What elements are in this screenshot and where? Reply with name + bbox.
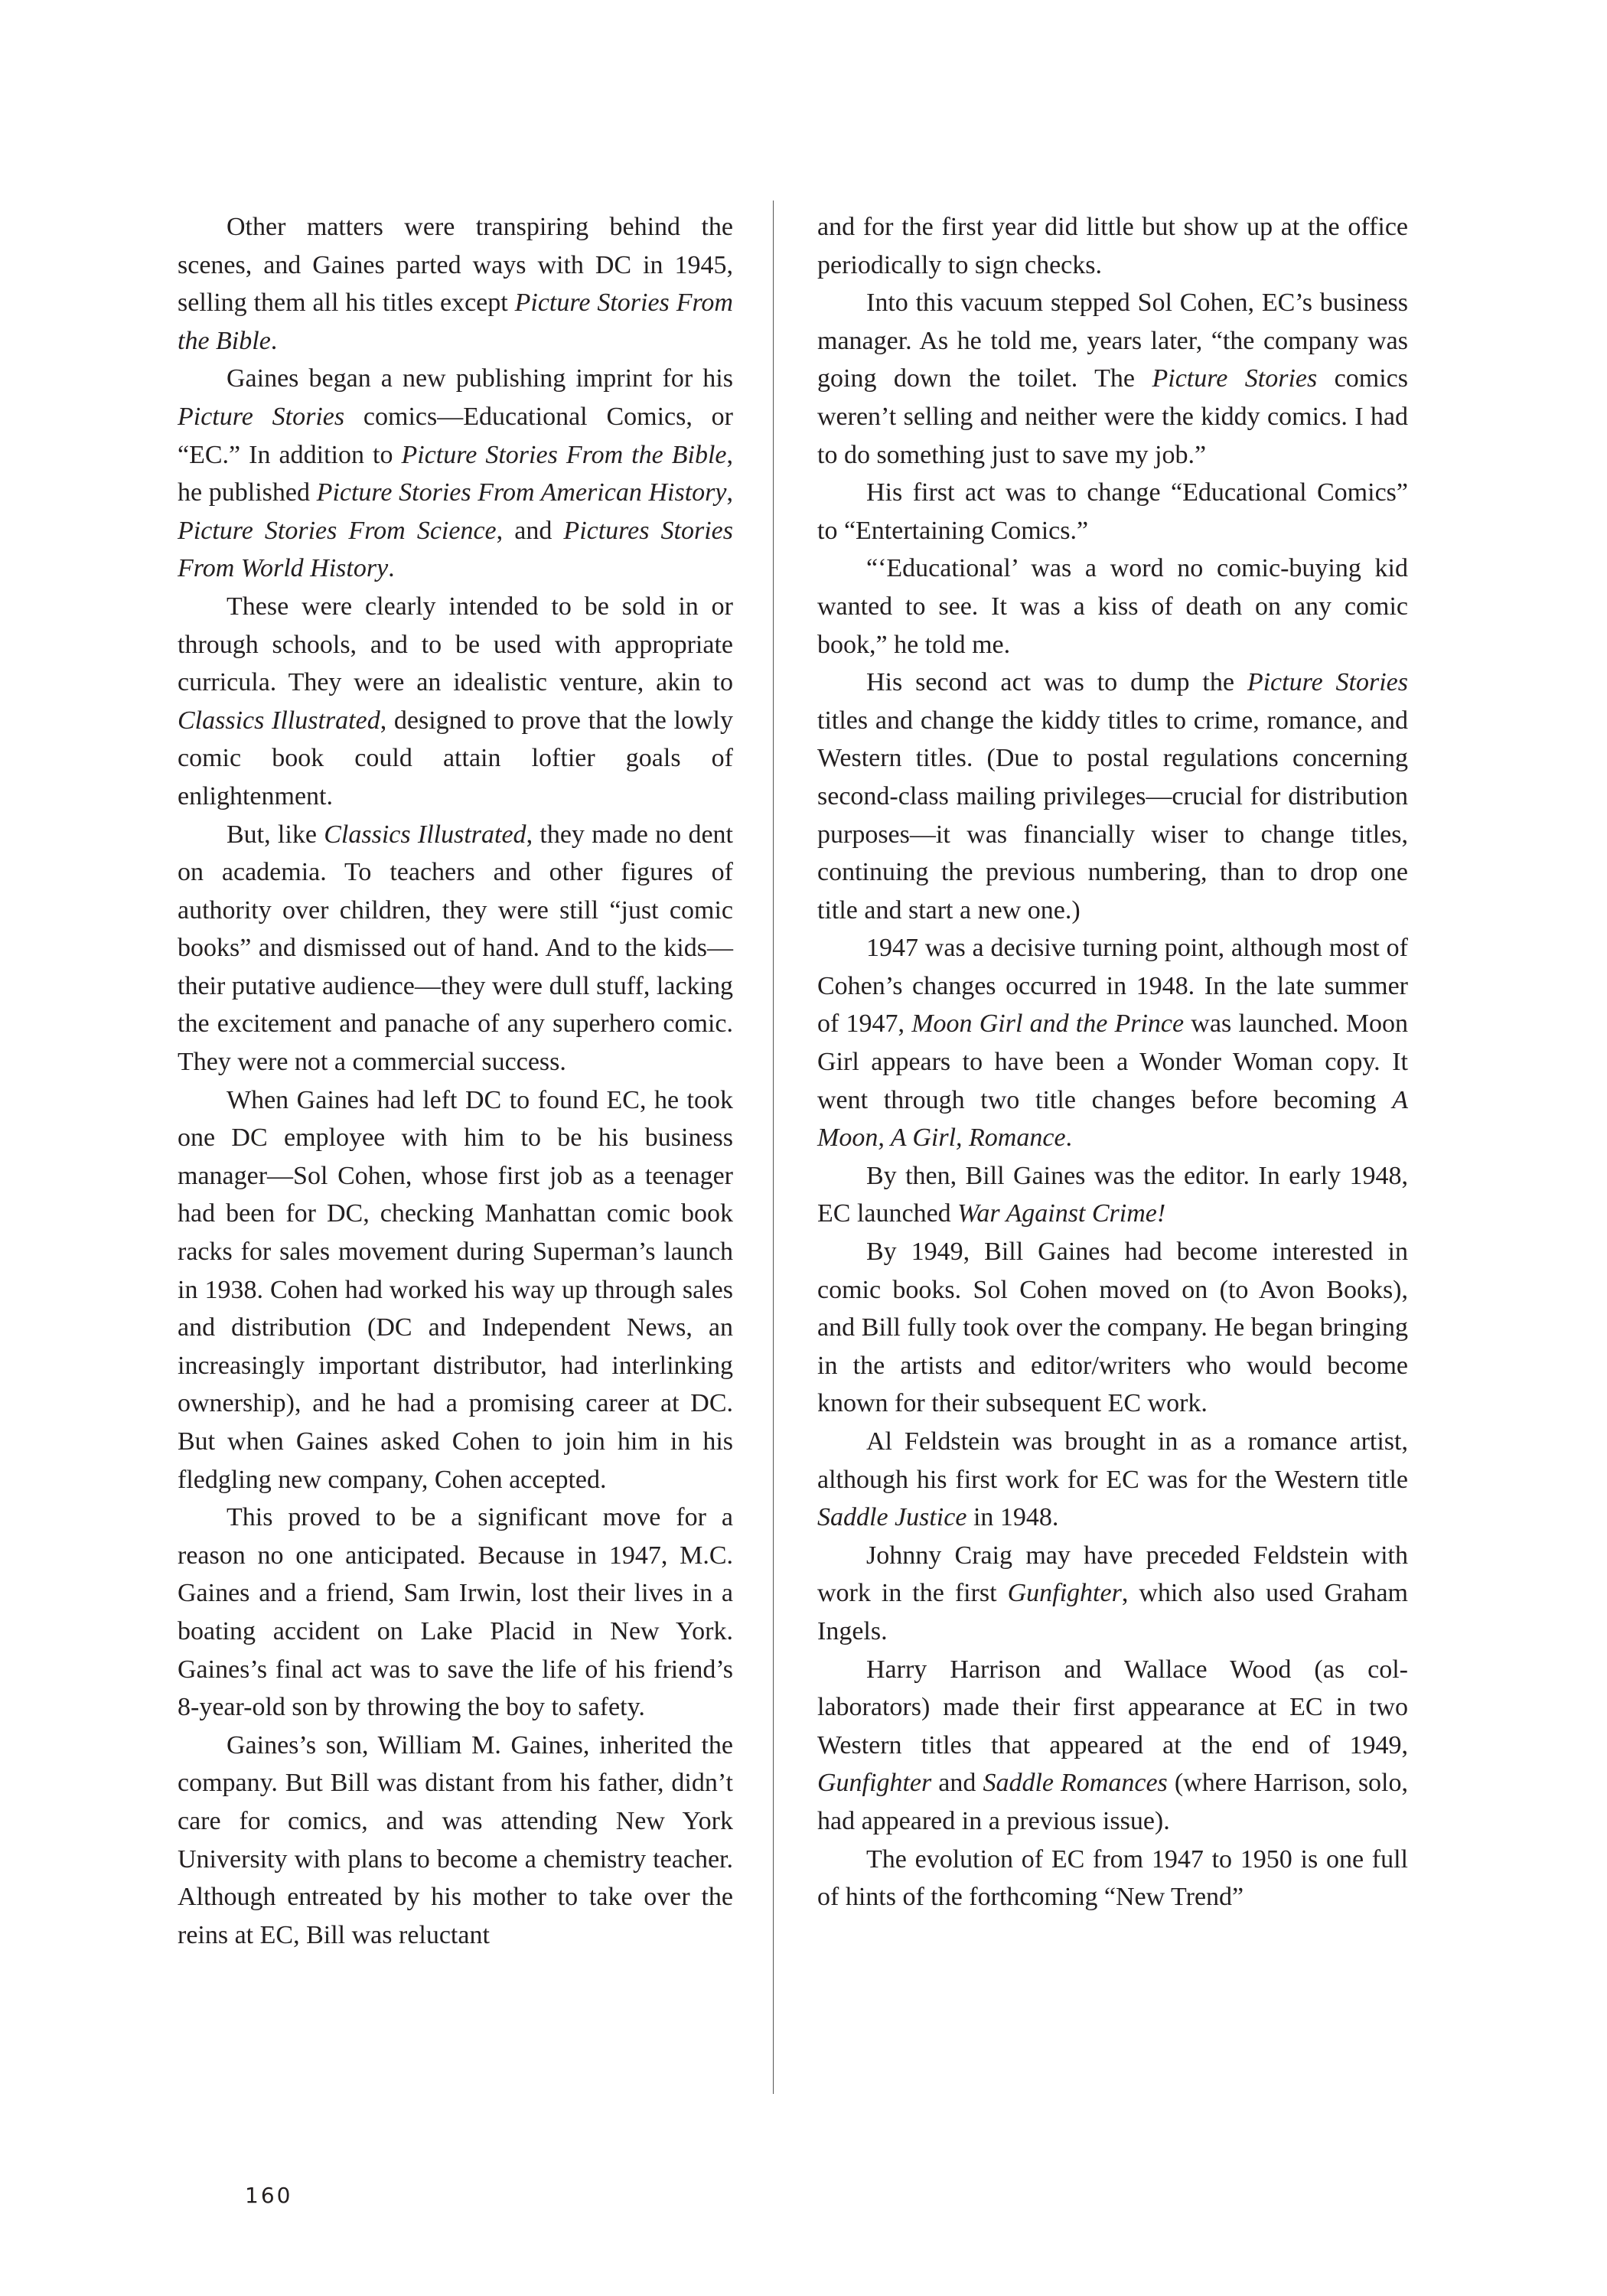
left-text-column [178,208,733,1954]
body-paragraph [817,1423,1408,1537]
text-run: , and [496,516,564,545]
text-run: Gaines began a new publishing imprint for his [227,364,733,393]
body-paragraph [178,588,733,816]
text-run: Into this vacuum stepped Sol Cohen, EC’s business manager. As he told me, years later, “the company was going down the toilet. The [817,289,1408,393]
italic-title: Saddle Justice [817,1503,967,1532]
body-paragraph [178,1081,733,1499]
text-run: . [388,554,395,583]
text-run: “‘Educational’ was a word no comic-buying kid wanted to see. It was a kiss of death on any comic book,” he told me. [817,554,1408,659]
page-number: 160 [245,2183,293,2208]
body-paragraph [178,1499,733,1727]
body-paragraph [178,360,733,588]
italic-title: Pictures Stories From World History [178,516,734,583]
italic-title: Classics Illustrated [324,820,526,849]
text-run: Other matters were transpiring behind the scenes, and Gaines parted ways with DC in 1945, selling them all his titles except [178,213,733,318]
italic-title: Picture Stories From American History [316,478,727,507]
italic-title: Gunfighter [817,1769,932,1798]
body-paragraph [178,208,733,360]
text-run: This proved to be a significant move for a reason no one anticipated. Because in 1947, M.C. Gaines and a friend, Sam Irwin, lost their lives in a boating accident on Lake Placid in New York. Gaines’s final act was to save the life of his friend’s 8-year-old son by throwing the boy to safety. [178,1503,733,1722]
italic-title: Picture Stories [178,402,345,431]
text-run: The evolution of EC from 1947 to 1950 is one full of hints of the forthcoming “New Trend” [817,1844,1408,1912]
body-paragraph [817,1651,1408,1841]
text-run: When Gaines had left DC to found EC, he took one DC employee with him to be his business manager—Sol Cohen, whose first job as a teenager had been for DC, checking Manhattan comic book racks for sales movement during Superman’s launch in 1938. Cohen had worked his way up through sales and distribution (DC and Independent News, an increasingly important distributor, had interlinking ownership), and he had a promising career at DC. But when Gaines asked Cohen to join him in his fledgling new company, Cohen accepted. [178,1085,733,1494]
text-run: , designed to prove that the lowly comic book could attain loftier goals of enlightenment. [178,706,733,810]
text-run: . [1065,1124,1073,1153]
body-paragraph [817,474,1408,550]
text-run: in 1948. [966,1503,1059,1532]
italic-title: Moon Girl and the Prince [911,1009,1185,1039]
text-run: and [931,1769,983,1798]
italic-title: Gunfighter [1007,1579,1122,1608]
body-paragraph [817,208,1408,284]
italic-title: Picture Stories From Science [178,516,497,545]
body-paragraph [817,1537,1408,1651]
body-paragraph [817,550,1408,664]
text-run: comics—Educational Comics, or “EC.” In addition to [178,402,733,469]
italic-title: A Moon, A Girl, Romance [817,1085,1408,1153]
text-run: These were clearly intended to be sold in or through schools, and to be used with appropriate curricula. They were an idealistic venture, akin to [178,592,733,697]
italic-title: Picture Stories From the Bible [178,289,733,355]
text-run: By then, Bill Gaines was the editor. In early 1948, EC launched [817,1161,1408,1228]
text-run: (where Harrison, solo, had appeared in a previous issue). [817,1769,1408,1835]
body-paragraph [178,1727,733,1955]
text-run: Gaines’s son, William M. Gaines, inherited the company. But Bill was distant from his father, didn’t care for comics, and was attending New York University with plans to become a chemistry teacher. Although entreated by his mother to take over the reins at EC, Bill was reluctant [178,1730,733,1949]
text-run: By 1949, Bill Gaines had become interested in comic books. Sol Cohen moved on (to Avon Books), and Bill fully took over the company. He began bringing in the artists and editor/writers who would become known for their subsequent EC work. [817,1238,1408,1418]
text-run: His second act was to dump the [866,668,1247,697]
body-paragraph [178,816,733,1081]
italic-title: Picture Stories [1152,364,1318,393]
text-run: . [270,326,278,355]
text-run: , he published [178,440,734,507]
italic-title: Saddle Romances [983,1769,1168,1798]
text-run: comics weren’t selling and neither were the kiddy comics. I had to do something just to save my job.” [817,364,1408,469]
text-run: , they made no dent on academia. To teachers and other figures of authority over children, they were still “just comic books” and dismissed out of hand. And to the kids—their putative audience—they were dull stuff, lacking the excitement and panache of any superhero comic. They were not a commercial success. [178,820,733,1077]
text-run: Al Feldstein was brought in as a romance artist, although his first work for EC was for the Western title [817,1427,1408,1494]
text-run: was launched. Moon Girl appears to have been a Wonder Woman copy. It went through two title changes before becoming [817,1009,1409,1114]
text-run: , which also used Graham Ingels. [817,1579,1408,1645]
text-run: titles and change the kiddy titles to crime, romance, and Western titles. (Due to postal regulations concerning second-class mailing privileges—crucial for distribution purposes—it was financially wiser to change titles, continuing the previous numbering, than to drop one title and start a new one.) [817,706,1408,925]
text-run: 1947 was a decisive turning point, although most of Cohen’s changes occurred in 1948. In the late summer of 1947, [817,934,1408,1039]
column-divider [773,201,774,2094]
right-text-column [817,208,1408,1916]
italic-title: Classics Illustrated [178,706,380,735]
body-paragraph [817,664,1408,929]
body-paragraph [817,1233,1408,1423]
italic-title: War Against Crime! [957,1199,1166,1228]
body-paragraph [817,1841,1408,1916]
text-run: His first act was to change “Educational Comics” to “Entertaining Comics.” [817,478,1408,545]
text-run: Johnny Craig may have preceded Feldstein with work in the first [817,1541,1408,1608]
text-run: , [726,478,733,507]
text-run: and for the first year did little but show up at the office periodically to sign checks. [817,213,1408,279]
body-paragraph [817,929,1408,1157]
italic-title: Picture Stories [1247,668,1408,697]
body-paragraph [817,1157,1408,1233]
italic-title: Picture Stories From the Bible [401,440,727,469]
text-run: Harry Harrison and Wallace Wood (as collaborators) made their first appearance at EC in two Western titles that appeared at the end of 1949, [817,1655,1408,1760]
text-run: But, like [227,820,324,849]
body-paragraph [817,284,1408,474]
